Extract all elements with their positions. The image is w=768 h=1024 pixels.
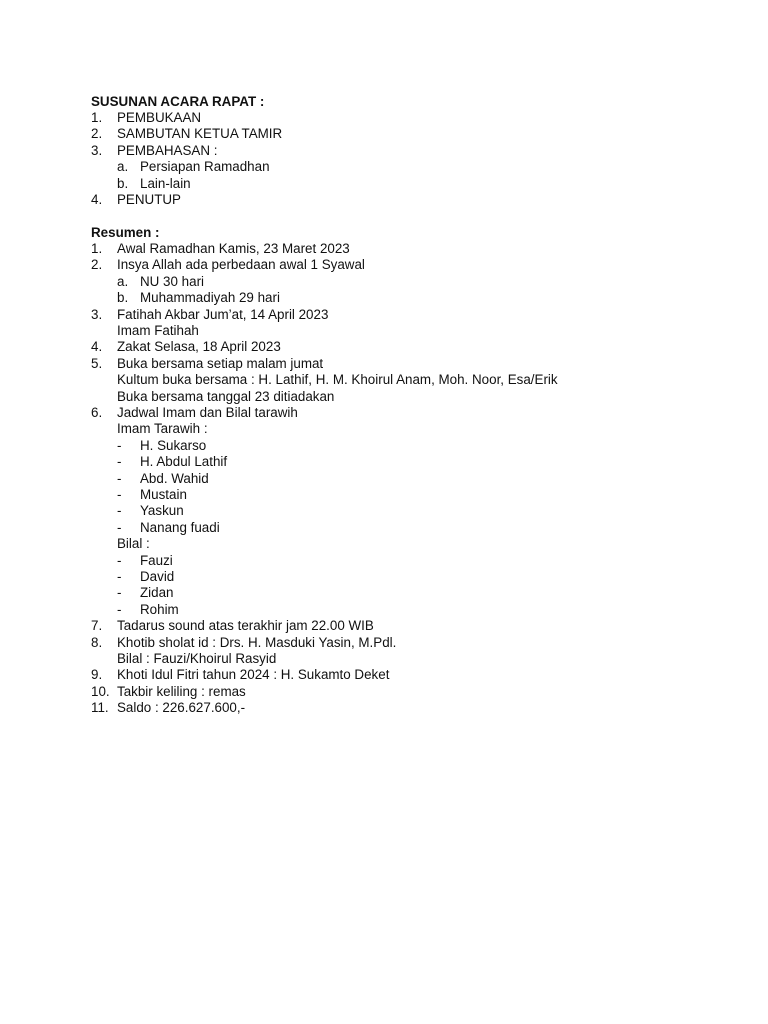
list-item-text: David [140,569,175,584]
list-marker: 6. [91,405,103,420]
list-marker: 7. [91,618,103,634]
list-marker: 3. [91,306,103,322]
list-item-text: Lain-lain [140,175,191,191]
list-marker: - [117,503,122,519]
list-marker: a. [117,273,129,289]
list-item-text: Persiapan Ramadhan [140,159,270,175]
list-item-text: SAMBUTAN KETUA TAMIR [117,126,283,142]
agenda-title: SUSUNAN ACARA RAPAT : [91,94,265,109]
list-item-text: Takbir keliling : remas [117,683,246,699]
resume-title: Resumen : [91,225,160,240]
list-marker: b. [117,175,129,191]
list-item-text: NU 30 hari [140,273,205,289]
list-marker: - [117,585,122,601]
list-marker: - [117,454,122,470]
list-item-text: Insya Allah ada perbedaan awal 1 Syawal [117,257,365,273]
list-item-text: Imam Fatihah [117,323,199,338]
list-marker: b. [117,290,129,306]
list-item-text: Awal Ramadhan Kamis, 23 Maret 2023 [117,241,350,256]
list-item-text: Nanang fuadi [140,519,220,535]
list-item-text: H. Abdul Lathif [140,454,228,470]
list-item-text: PENUTUP [117,192,181,207]
list-marker: - [117,601,122,617]
list-item-text: Zakat Selasa, 18 April 2023 [117,339,281,355]
list-item-text: Yaskun [140,503,184,519]
list-marker: 1. [91,241,103,256]
list-item-text: Mustain [140,487,187,502]
list-item-text: Bilal : Fauzi/Khoirul Rasyid [117,651,277,666]
list-marker: 2. [91,257,103,273]
list-item-text: PEMBUKAAN [117,110,202,125]
list-item-text: Imam Tarawih : [117,421,208,437]
list-marker: a. [117,159,129,175]
list-item-text: Jadwal Imam dan Bilal tarawih [117,405,298,420]
list-item-text: Khoti Idul Fitri tahun 2024 : H. Sukamto Deket [117,667,390,683]
list-marker: 3. [91,142,103,158]
list-item-text: PEMBAHASAN : [117,142,218,158]
list-marker: 5. [91,355,103,371]
list-item-text: Zidan [140,585,174,601]
list-marker: 4. [91,192,103,207]
list-item-text: Fatihah Akbar Jum’at, 14 April 2023 [117,306,329,322]
list-marker: 9. [91,667,103,683]
list-item-text: Fauzi [140,552,173,568]
list-marker: 1. [91,110,103,125]
list-item-text: Tadarus sound atas terakhir jam 22.00 WIB [117,618,374,634]
list-marker: 4. [91,339,103,355]
list-item-text: Muhammadiyah 29 hari [140,290,280,306]
list-marker: - [117,437,122,453]
list-marker: - [117,470,122,486]
list-item-text: Bilal : [117,536,150,552]
list-marker: 10. [91,683,110,699]
list-marker: - [117,569,122,584]
list-marker: 2. [91,126,103,142]
list-item-text: H. Sukarso [140,437,207,453]
list-marker: - [117,519,122,535]
list-marker: - [117,487,122,502]
list-item-text: Saldo : 226.627.600,- [117,700,246,716]
list-item-text: Buka bersama setiap malam jumat [117,355,324,371]
list-item-text: Abd. Wahid [140,470,209,486]
list-item-text: Rohim [140,601,179,617]
list-item-text: Khotib sholat id : Drs. H. Masduki Yasin, M.Pdl. [117,634,397,650]
list-marker: 11. [91,700,109,716]
list-marker: 8. [91,634,103,650]
list-marker: - [117,552,122,568]
list-item-text: Kultum buka bersama : H. Lathif, H. M. Khoirul Anam, Moh. Noor, Esa/Erik [117,372,558,388]
list-item-text: Buka bersama tanggal 23 ditiadakan [117,388,335,404]
